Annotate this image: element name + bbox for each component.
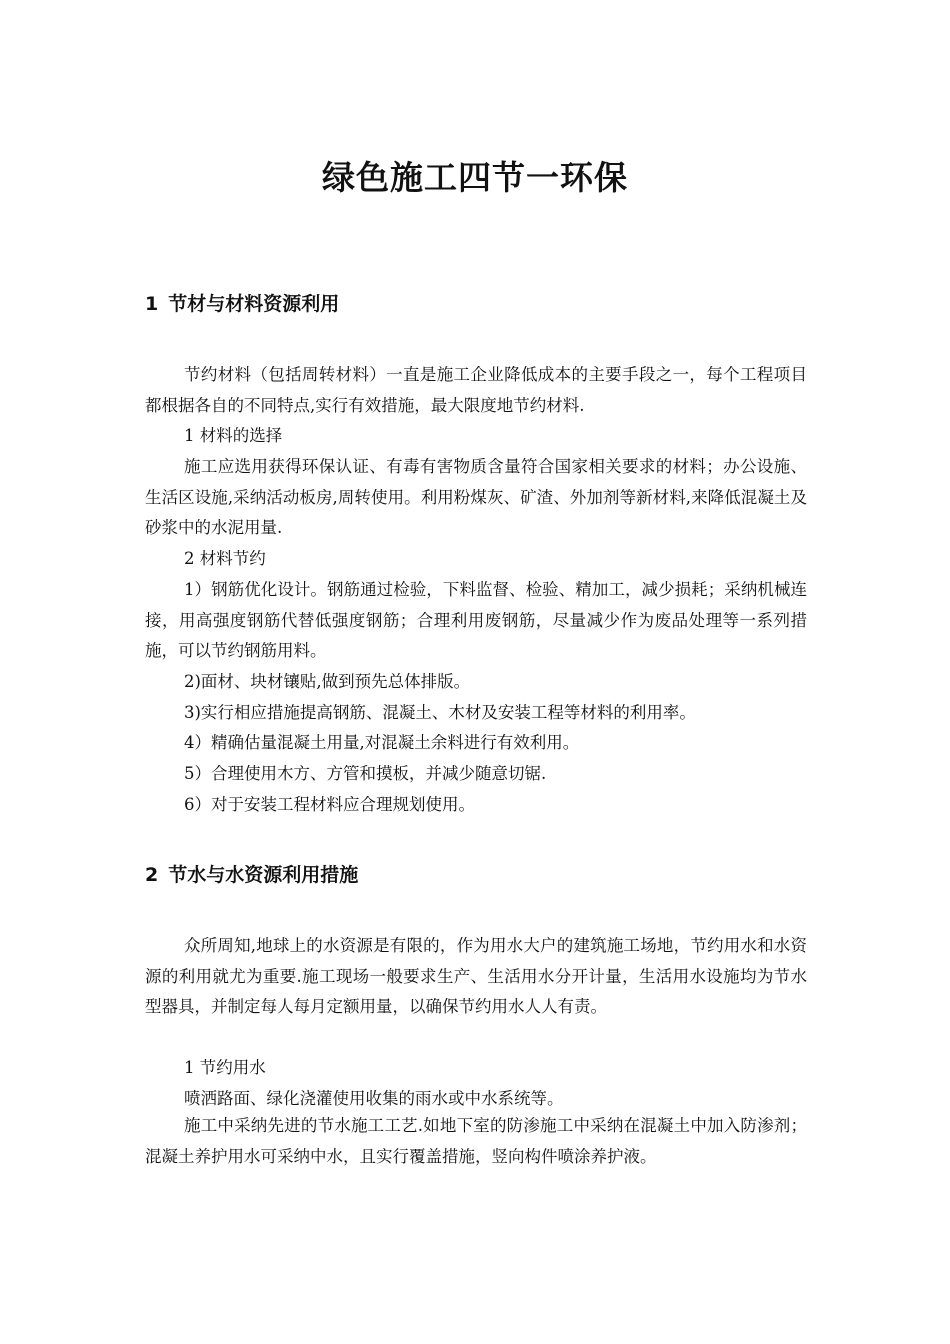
section-2-line-2: 施工中采纳先进的节水施工工艺.如地下室的防渗施工中采纳在混凝土中加入防渗剂；混凝土养护用水可采纳中水，且实行覆盖措施，竖向构件喷涂养护液。 [145,1116,807,1166]
section-1-intro: 节约材料（包括周转材料）一直是施工企业降低成本的主要手段之一，每个工程项目都根据各自的不同特点,实行有效措施，最大限度地节约材料. [145,365,807,415]
section-1-sub1-title: 1 材料的选择 [184,426,283,445]
section-1-item-1: 1）钢筋优化设计。钢筋通过检验，下料监督、检验、精加工，减少损耗；采纳机械连接，用高强度钢筋代替低强度钢筋；合理利用废钢筋，尽量减少作为废品处理等一系列措施，可以节约钢筋用料。 [145,580,807,661]
section-2-number: 2 [145,864,159,886]
section-2-sub1-title: 1 节约用水 [184,1058,266,1077]
section-1-heading-text: 节材与材料资源利用 [168,293,340,315]
section-1-sub2-title: 2 材料节约 [184,549,266,568]
section-2-heading [145,860,805,887]
section-2-intro: 众所周知,地球上的水资源是有限的，作为用水大户的建筑施工场地，节约用水和水资源的利用就尤为重要.施工现场一般要求生产、生活用水分开计量，生活用水设施均为节水型器具，并制定每人每月定额用量，以确保节约用水人人有责。 [145,936,807,1017]
section-2-line-1: 喷洒路面、绿化浇灌使用收集的雨水或中水系统等。 [184,1089,564,1108]
section-1-number: 1 [145,293,159,315]
section-1-item-5: 5）合理使用木方、方管和摸板，并减少随意切锯. [184,764,547,783]
section-2-heading-text: 节水与水资源利用措施 [168,864,359,886]
section-1-item-4: 4）精确估量混凝土用量,对混凝土余料进行有效利用。 [184,733,580,752]
section-1-sub1-text: 施工应选用获得环保认证、有毒有害物质含量符合国家相关要求的材料；办公设施、生活区设施,采纳活动板房,周转使用。利用粉煤灰、矿渣、外加剂等新材料,来降低混凝土及砂浆中的水泥用量. [145,457,807,538]
section-1-item-2: 2)面材、块材镶贴,做到预先总体排版。 [184,672,471,691]
section-1-heading [145,289,805,316]
document-title: 绿色施工四节一环保 [322,158,628,197]
section-1-item-3: 3)实行相应措施提高钢筋、混凝土、木材及安装工程等材料的利用率。 [184,703,696,722]
section-1-item-6: 6）对于安装工程材料应合理规划使用。 [184,795,475,814]
